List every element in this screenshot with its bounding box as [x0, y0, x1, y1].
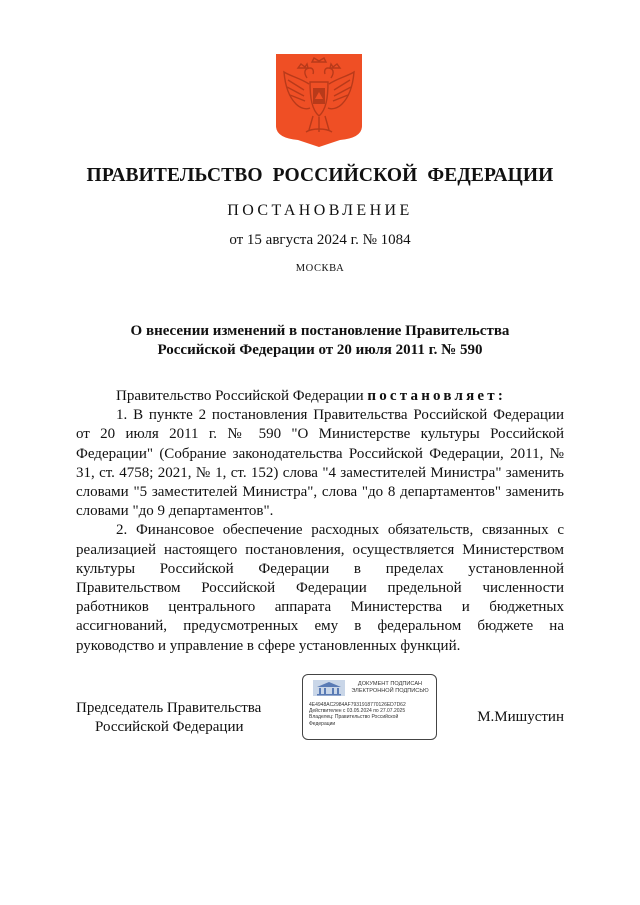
stamp-title-line-1: ДОКУМЕНТ ПОДПИСАН: [357, 681, 423, 687]
paragraph-item-2: 2. Финансовое обеспечение расходных обязательств, связанных с реализацией настоящего постановления, осуществляется Министерством культуры Российской Федерации в пределах установленной Правительством Российской Федерации предельной численности работников центрального аппарата Министерства и бюджетных ассигнований, предусмотренных ему в федеральном бюджете на руководство и управление в сфере установленных функций.: [76, 522, 564, 654]
subject-line-2: Российской Федерации от 20 июля 2011 г. № 590: [157, 342, 483, 358]
document-date-number: от 15 августа 2024 г. № 1084: [229, 232, 411, 248]
stamp-owner-line-2: Федерации: [309, 720, 336, 727]
stamp-validity: Действителен с 03.05.2024 по 27.07.2025: [309, 708, 406, 715]
stamp-certificate: 4E4948AC2984AF7931918770126ED7D62: [309, 702, 406, 708]
russian-coat-of-arms-icon: [276, 54, 362, 147]
subject-line-1: О внесении изменений в постановление Правительства: [130, 323, 510, 339]
electronic-signature-stamp: [302, 674, 437, 740]
signatory-position: [76, 699, 261, 737]
intro-text: Правительство Российской Федерации: [116, 388, 368, 404]
document-type: ПОСТАНОВЛЕНИЕ: [227, 202, 413, 219]
document-city: МОСКВА: [295, 263, 345, 274]
government-building-icon: [313, 680, 345, 696]
signatory-name: М.Мишустин: [477, 709, 564, 725]
document-body: [76, 387, 564, 656]
stamp-details: [309, 702, 434, 727]
decrees-word: постановляет:: [367, 388, 507, 404]
signatory-position-line-2: Российской Федерации: [95, 719, 244, 735]
signatory-position-line-1: Председатель Правительства: [76, 700, 262, 716]
document-subject: [80, 322, 560, 360]
stamp-owner-line-1: Владелец: Правительство Российской: [309, 714, 399, 721]
government-title: ПРАВИТЕЛЬСТВО РОССИЙСКОЙ ФЕДЕРАЦИИ: [86, 165, 554, 186]
stamp-title-line-2: ЭЛЕКТРОННОЙ ПОДПИСЬЮ: [351, 688, 429, 694]
intro-paragraph: [76, 387, 564, 406]
stamp-title: [345, 681, 435, 695]
paragraph-item-1: 1. В пункте 2 постановления Правительства Российской Федерации от 20 июля 2011 г. № 590 "О Министерстве культуры Российской Федерации" (Собрание законодательства Российской Федерации, 2011, № 31, ст. 4758; 2021, № 1, ст. 152) слова "4 заместителей Министра" заменить словами "5 заместителей Министра", слова "до 8 департаментов" заменить словами "до 9 департаментов".: [76, 407, 564, 520]
